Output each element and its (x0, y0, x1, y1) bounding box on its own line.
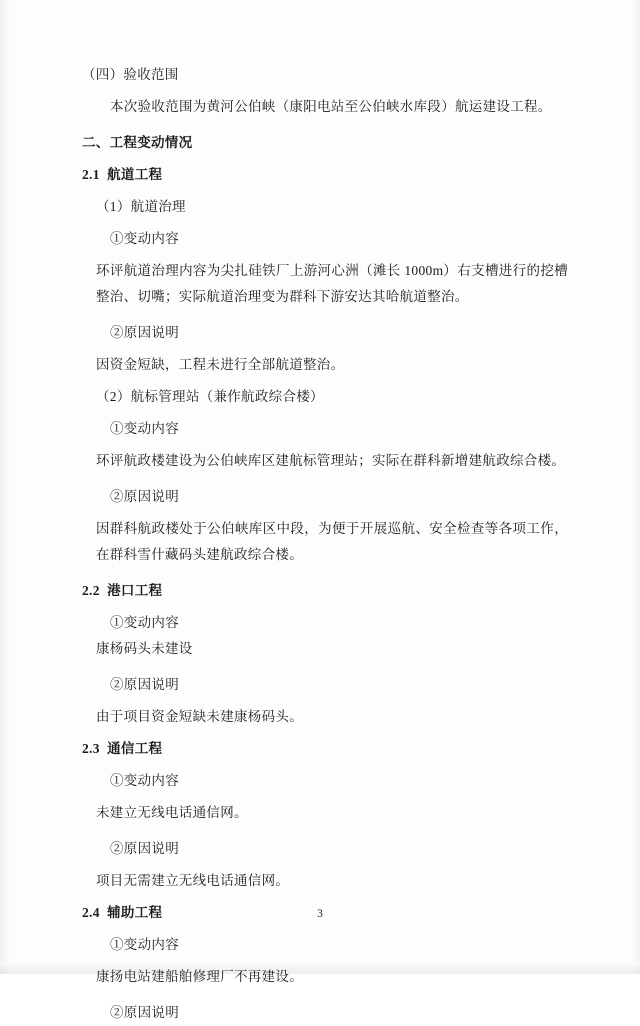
document-line: （四）验收范围 (82, 67, 179, 82)
document-line: 由于项目资金短缺未建康杨码头。 (96, 709, 303, 724)
document-line: ①变动内容 (110, 421, 179, 436)
document-line: ②原因说明 (110, 325, 179, 340)
document-line: ②原因说明 (110, 489, 179, 504)
document-line: 本次验收范围为黄河公伯峡（康阳电站至公伯峡水库段）航运建设工程。 (110, 99, 552, 114)
document-line: 因资金短缺，工程未进行全部航道整治。 (96, 357, 345, 372)
document-line: 因群科航政楼处于公伯峡库区中段，为便于开展巡航、安全检查等各项工作，在群科雪什藏码头建航政综合楼。 (96, 521, 568, 562)
document-line: 2.1 航道工程 (82, 167, 163, 182)
document-line: 环评航政楼建设为公伯峡库区建航标管理站；实际在群科新增建航政综合楼。 (96, 453, 566, 468)
document-line: ①变动内容 (110, 615, 179, 630)
document-line: 未建立无线电话通信网。 (96, 805, 248, 820)
document-line: ①变动内容 (110, 773, 179, 788)
document-line: 2.2 港口工程 (82, 583, 163, 598)
document-line: ②原因说明 (110, 1005, 179, 1020)
document-line: ②原因说明 (110, 841, 179, 856)
page-number: 3 (317, 908, 323, 920)
document-line: 环评航道治理内容为尖扎硅铁厂上游河心洲（滩长 1000m）右支槽进行的挖槽整治、切嘴；实际航道治理变为群科下游安达其哈航道整治。 (96, 263, 568, 304)
document-line: ②原因说明 (110, 677, 179, 692)
document-line: 项目无需建立无线电话通信网。 (96, 873, 290, 888)
document-line: 康扬电站建船舶修理厂不再建设。 (96, 969, 303, 984)
document-body (68, 62, 568, 1026)
document-line: 2.3 通信工程 (82, 741, 163, 756)
document-line: ①变动内容 (110, 937, 179, 952)
document-line: 康杨码头未建设 (96, 641, 193, 656)
document-line: 二、工程变动情况 (82, 135, 193, 150)
document-line: （1）航道治理 (96, 199, 186, 214)
document-line: 2.4 辅助工程 (82, 905, 163, 920)
scan-edge-right (632, 0, 640, 974)
document-line: （2）航标管理站（兼作航政综合楼） (96, 389, 324, 404)
scan-edge-left (0, 0, 10, 974)
document-line: ①变动内容 (110, 231, 179, 246)
